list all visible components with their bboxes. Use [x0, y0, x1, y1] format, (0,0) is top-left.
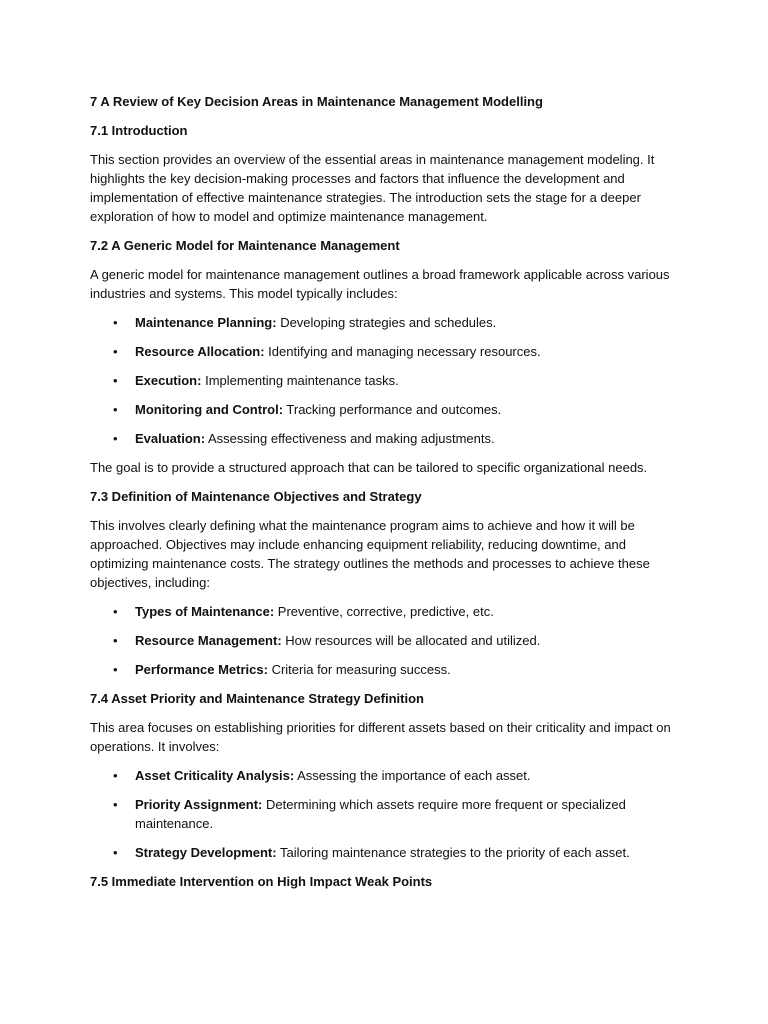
list-item	[90, 660, 680, 679]
bullet-list-7-2	[90, 313, 680, 448]
list-item-text: Determining which assets require more frequent or specialized maintenance.	[135, 797, 626, 831]
list-item-text: Tailoring maintenance strategies to the priority of each asset.	[276, 845, 630, 860]
list-item-term: Resource Management:	[135, 633, 282, 648]
section-heading-7-5: 7.5 Immediate Intervention on High Impact Weak Points	[90, 874, 433, 889]
bullet-icon: •	[113, 344, 118, 359]
document-page	[90, 92, 680, 901]
list-item-text: Implementing maintenance tasks.	[201, 373, 399, 388]
section-heading-7-3: 7.3 Definition of Maintenance Objectives and Strategy	[90, 489, 422, 504]
bullet-icon: •	[113, 373, 118, 388]
list-item	[90, 843, 680, 862]
bullet-list-7-3	[90, 602, 680, 679]
bullet-icon: •	[113, 604, 118, 619]
list-item-term: Strategy Development:	[135, 845, 277, 860]
list-item	[90, 631, 680, 650]
list-item-term: Performance Metrics:	[135, 662, 268, 677]
list-item	[90, 400, 680, 419]
list-item-term: Types of Maintenance:	[135, 604, 275, 619]
list-item-term: Evaluation:	[135, 431, 206, 446]
bullet-icon: •	[113, 768, 118, 783]
list-item-term: Maintenance Planning:	[135, 315, 277, 330]
list-item	[90, 795, 680, 833]
bullet-icon: •	[113, 402, 118, 417]
section-heading-7-2: 7.2 A Generic Model for Maintenance Management	[90, 238, 400, 253]
list-item-term: Execution:	[135, 373, 202, 388]
section-closing-7-2: The goal is to provide a structured approach that can be tailored to specific organizational needs.	[90, 460, 648, 475]
list-item-text: Assessing the importance of each asset.	[294, 768, 531, 783]
list-item-term: Monitoring and Control:	[135, 402, 284, 417]
list-item-text: Criteria for measuring success.	[267, 662, 451, 677]
bullet-icon: •	[113, 633, 118, 648]
bullet-icon: •	[113, 797, 118, 812]
list-item	[90, 313, 680, 332]
list-item	[90, 371, 680, 390]
list-item-text: Assessing effectiveness and making adjustments.	[205, 431, 495, 446]
list-item	[90, 602, 680, 621]
list-item-term: Priority Assignment:	[135, 797, 263, 812]
section-heading-7-4: 7.4 Asset Priority and Maintenance Strategy Definition	[90, 691, 424, 706]
list-item	[90, 429, 680, 448]
bullet-icon: •	[113, 315, 118, 330]
list-item-text: Developing strategies and schedules.	[276, 315, 497, 330]
section-paragraph-7-1: This section provides an overview of the essential areas in maintenance management modeling. It highlights the key decision-making processes and factors that influence the development and implementation of effective maintenance strategies. The introduction sets the stage for a deeper exploration of how to model and optimize maintenance management.	[90, 152, 655, 224]
section-heading-7-1: 7.1 Introduction	[90, 123, 188, 138]
list-item-term: Resource Allocation:	[135, 344, 265, 359]
document-title: 7 A Review of Key Decision Areas in Maintenance Management Modelling	[90, 94, 543, 109]
list-item-text: Tracking performance and outcomes.	[283, 402, 502, 417]
section-paragraph-7-2: A generic model for maintenance management outlines a broad framework applicable across various industries and systems. This model typically includes:	[90, 267, 670, 301]
list-item	[90, 342, 680, 361]
section-paragraph-7-3: This involves clearly defining what the maintenance program aims to achieve and how it will be approached. Objectives may include enhancing equipment reliability, reducing downtime, and optimizing maintenance costs. The strategy outlines the methods and processes to achieve these objectives, including:	[90, 518, 650, 590]
bullet-list-7-4	[90, 766, 680, 862]
section-paragraph-7-4: This area focuses on establishing priorities for different assets based on their criticality and impact on operations. It involves:	[90, 720, 671, 754]
bullet-icon: •	[113, 662, 118, 677]
list-item	[90, 766, 680, 785]
list-item-text: Preventive, corrective, predictive, etc.	[274, 604, 494, 619]
list-item-text: Identifying and managing necessary resources.	[264, 344, 541, 359]
bullet-icon: •	[113, 845, 118, 860]
bullet-icon: •	[113, 431, 118, 446]
list-item-text: How resources will be allocated and utilized.	[281, 633, 541, 648]
list-item-term: Asset Criticality Analysis:	[135, 768, 295, 783]
